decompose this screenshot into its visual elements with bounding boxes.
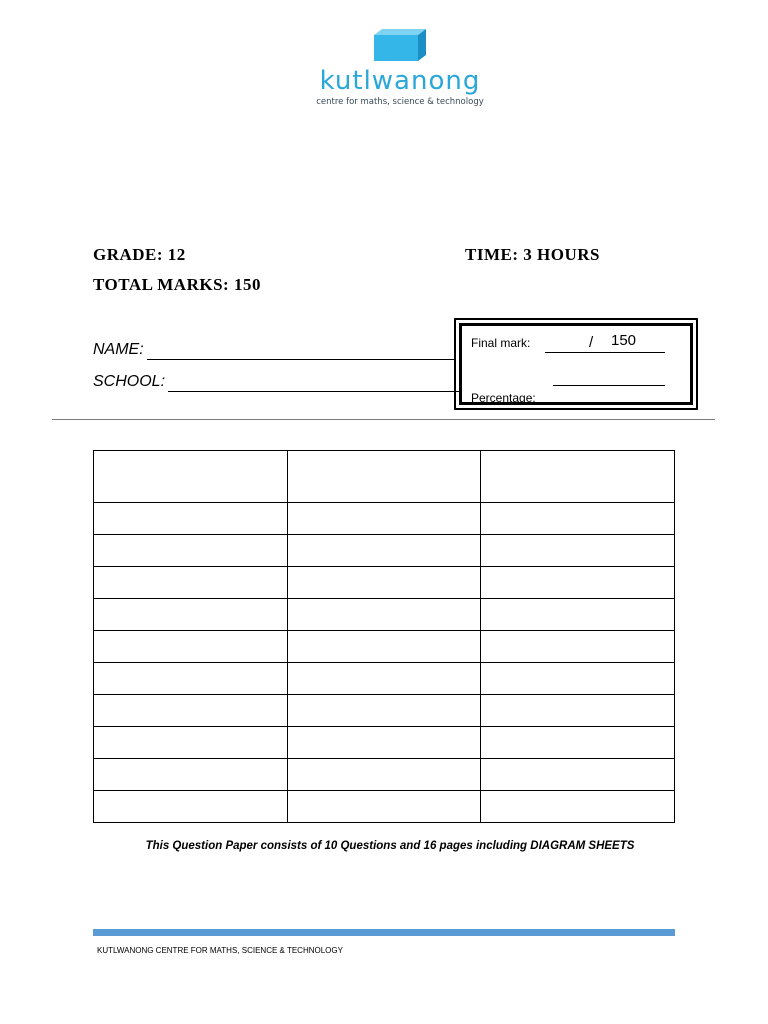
table-row — [94, 663, 675, 695]
footer-text: KUTLWANONG CENTRE FOR MATHS, SCIENCE & TECHNOLOGY — [97, 946, 343, 955]
table-cell[interactable] — [287, 727, 481, 759]
table-cell[interactable] — [287, 663, 481, 695]
table-cell[interactable] — [94, 503, 288, 535]
table-cell[interactable] — [287, 631, 481, 663]
mark-box-inner-border — [459, 323, 693, 405]
table-header-row — [94, 451, 675, 503]
table-cell[interactable] — [287, 759, 481, 791]
marks-table — [93, 450, 675, 823]
table-cell[interactable] — [287, 567, 481, 599]
table-cell[interactable] — [94, 727, 288, 759]
table-cell[interactable] — [94, 631, 288, 663]
table-row — [94, 631, 675, 663]
horizontal-divider — [52, 419, 715, 420]
question-paper-note: This Question Paper consists of 10 Questions and 16 pages including DIAGRAM SHEETS — [145, 840, 635, 852]
percentage-line[interactable] — [553, 385, 665, 386]
time-label: TIME: 3 HOURS — [465, 245, 600, 264]
table-cell[interactable] — [287, 791, 481, 823]
logo-tagline: centre for maths, science & technology — [316, 97, 484, 107]
table-cell[interactable] — [287, 695, 481, 727]
table-cell[interactable] — [481, 791, 675, 823]
table-cell[interactable] — [481, 759, 675, 791]
table-cell[interactable] — [287, 599, 481, 631]
final-mark-label: Final mark: — [471, 336, 531, 350]
table-row — [94, 567, 675, 599]
name-label: NAME: — [93, 341, 144, 358]
table-cell[interactable] — [94, 599, 288, 631]
kutlwanong-logo — [300, 28, 500, 110]
table-cell[interactable] — [481, 695, 675, 727]
table-cell[interactable] — [481, 599, 675, 631]
school-input-line[interactable] — [168, 377, 462, 392]
percentage-label: Percentage: — [471, 391, 536, 405]
mark-box — [454, 318, 698, 410]
logo-wordmark: kutlwanong — [319, 66, 481, 96]
final-mark-slash: / — [589, 334, 594, 351]
table-cell[interactable] — [287, 503, 481, 535]
school-label: SCHOOL: — [93, 373, 166, 390]
footer-bar — [93, 929, 675, 936]
table-row — [94, 503, 675, 535]
table-cell[interactable] — [94, 535, 288, 567]
table-row — [94, 695, 675, 727]
table-cell[interactable] — [94, 567, 288, 599]
table-cell[interactable] — [287, 535, 481, 567]
table-row — [94, 727, 675, 759]
table-cell[interactable] — [481, 567, 675, 599]
table-row — [94, 599, 675, 631]
table-row — [94, 759, 675, 791]
table-row — [94, 791, 675, 823]
table-cell[interactable] — [94, 451, 288, 503]
grade-label: GRADE: 12 — [93, 245, 186, 264]
table-cell[interactable] — [481, 451, 675, 503]
table-cell[interactable] — [481, 631, 675, 663]
final-mark-line[interactable] — [545, 352, 665, 353]
table-cell[interactable] — [481, 663, 675, 695]
table-row — [94, 535, 675, 567]
total-marks-label: TOTAL MARKS: 150 — [93, 275, 261, 294]
table-cell[interactable] — [287, 451, 481, 503]
table-cell[interactable] — [94, 695, 288, 727]
name-field[interactable] — [93, 340, 455, 360]
table-cell[interactable] — [94, 791, 288, 823]
table-cell[interactable] — [94, 759, 288, 791]
table-cell[interactable] — [94, 663, 288, 695]
table-cell[interactable] — [481, 727, 675, 759]
table-cell[interactable] — [481, 503, 675, 535]
final-mark-total: 150 — [611, 332, 637, 349]
cube-icon — [374, 29, 426, 61]
table-cell[interactable] — [481, 535, 675, 567]
name-input-line[interactable] — [147, 345, 455, 360]
school-field[interactable] — [93, 372, 462, 392]
